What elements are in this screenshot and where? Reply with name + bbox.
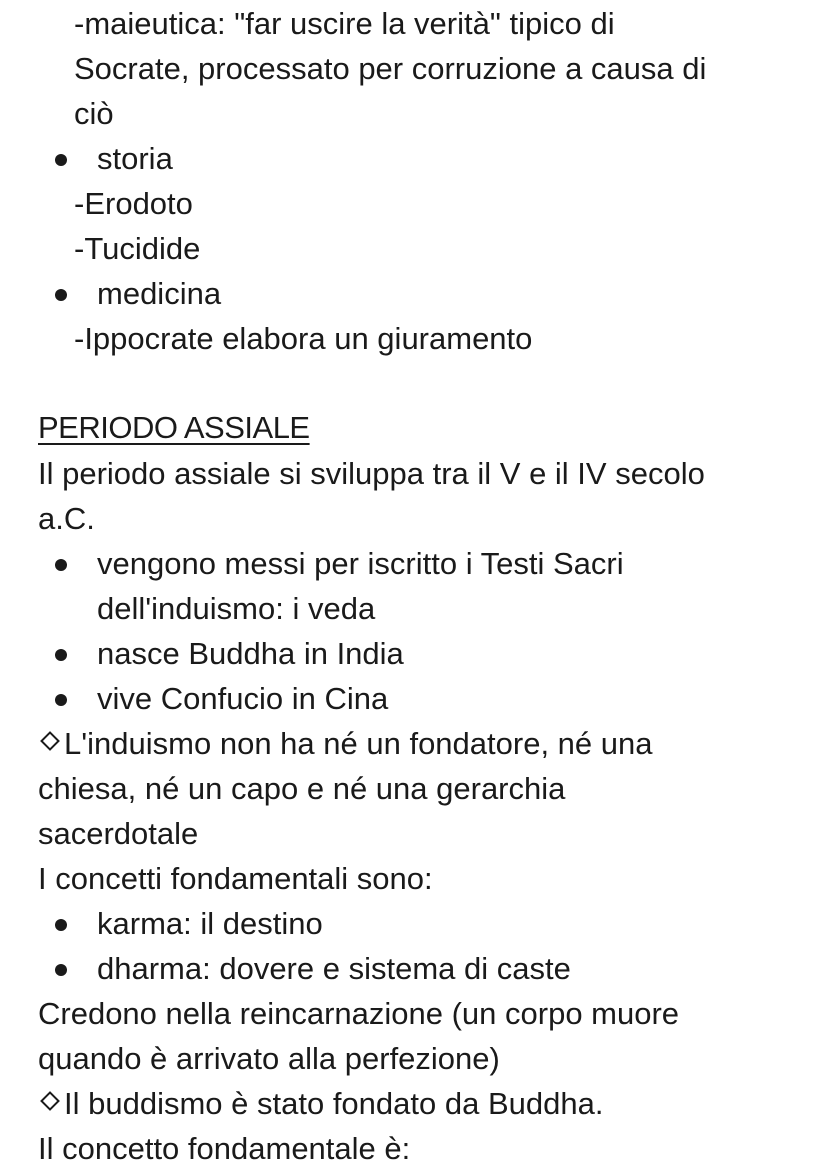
intro-line-1: Il periodo assiale si sviluppa tra il V e il IV secolo (38, 456, 705, 491)
maieutica-line-3: ciò (74, 96, 114, 131)
ippocrate-line: -Ippocrate elabora un giuramento (74, 321, 533, 356)
concetti-intro: I concetti fondamentali sono: (38, 861, 433, 896)
veda-line-1: vengono messi per iscritto i Testi Sacri (97, 546, 624, 581)
veda-line-2: dell'induismo: i veda (97, 591, 376, 626)
dharma-line: dharma: dovere e sistema di caste (97, 951, 571, 986)
medicina-label: medicina (97, 276, 222, 311)
buddismo-line (38, 1084, 603, 1124)
bullet-karma (55, 919, 67, 931)
maieutica-line-1: -maieutica: "far uscire la verità" tipico di (74, 6, 615, 41)
maieutica-line-2: Socrate, processato per corruzione a causa di (74, 51, 707, 86)
bullet-dharma (55, 964, 67, 976)
storia-label: storia (97, 141, 173, 176)
buddha-line: nasce Buddha in India (97, 636, 404, 671)
induismo-line-1 (38, 724, 653, 764)
erodoto-line: -Erodoto (74, 186, 193, 221)
confucio-line: vive Confucio in Cina (97, 681, 389, 716)
tucidide-line: -Tucidide (74, 231, 201, 266)
diamond-icon (38, 1092, 60, 1114)
intro-line-2: a.C. (38, 501, 95, 536)
concetto-fondamentale-line: Il concetto fondamentale è: (38, 1131, 411, 1166)
bullet-storia (55, 154, 67, 166)
diamond-icon (38, 732, 60, 754)
periodo-assiale-heading: PERIODO ASSIALE (38, 410, 310, 445)
bullet-buddha (55, 649, 67, 661)
induismo-line-2: chiesa, né un capo e né una gerarchia (38, 771, 566, 806)
induismo-line-3: sacerdotale (38, 816, 199, 851)
reincarnazione-line-1: Credono nella reincarnazione (un corpo muore (38, 996, 680, 1031)
bullet-medicina (55, 289, 67, 301)
buddismo-text: Il buddismo è stato fondato da Buddha. (64, 1086, 604, 1121)
bullet-confucio (55, 694, 67, 706)
reincarnazione-line-2: quando è arrivato alla perfezione) (38, 1041, 500, 1076)
induismo-text-1: L'induismo non ha né un fondatore, né una (64, 726, 653, 761)
karma-line: karma: il destino (97, 906, 323, 941)
bullet-veda (55, 559, 67, 571)
